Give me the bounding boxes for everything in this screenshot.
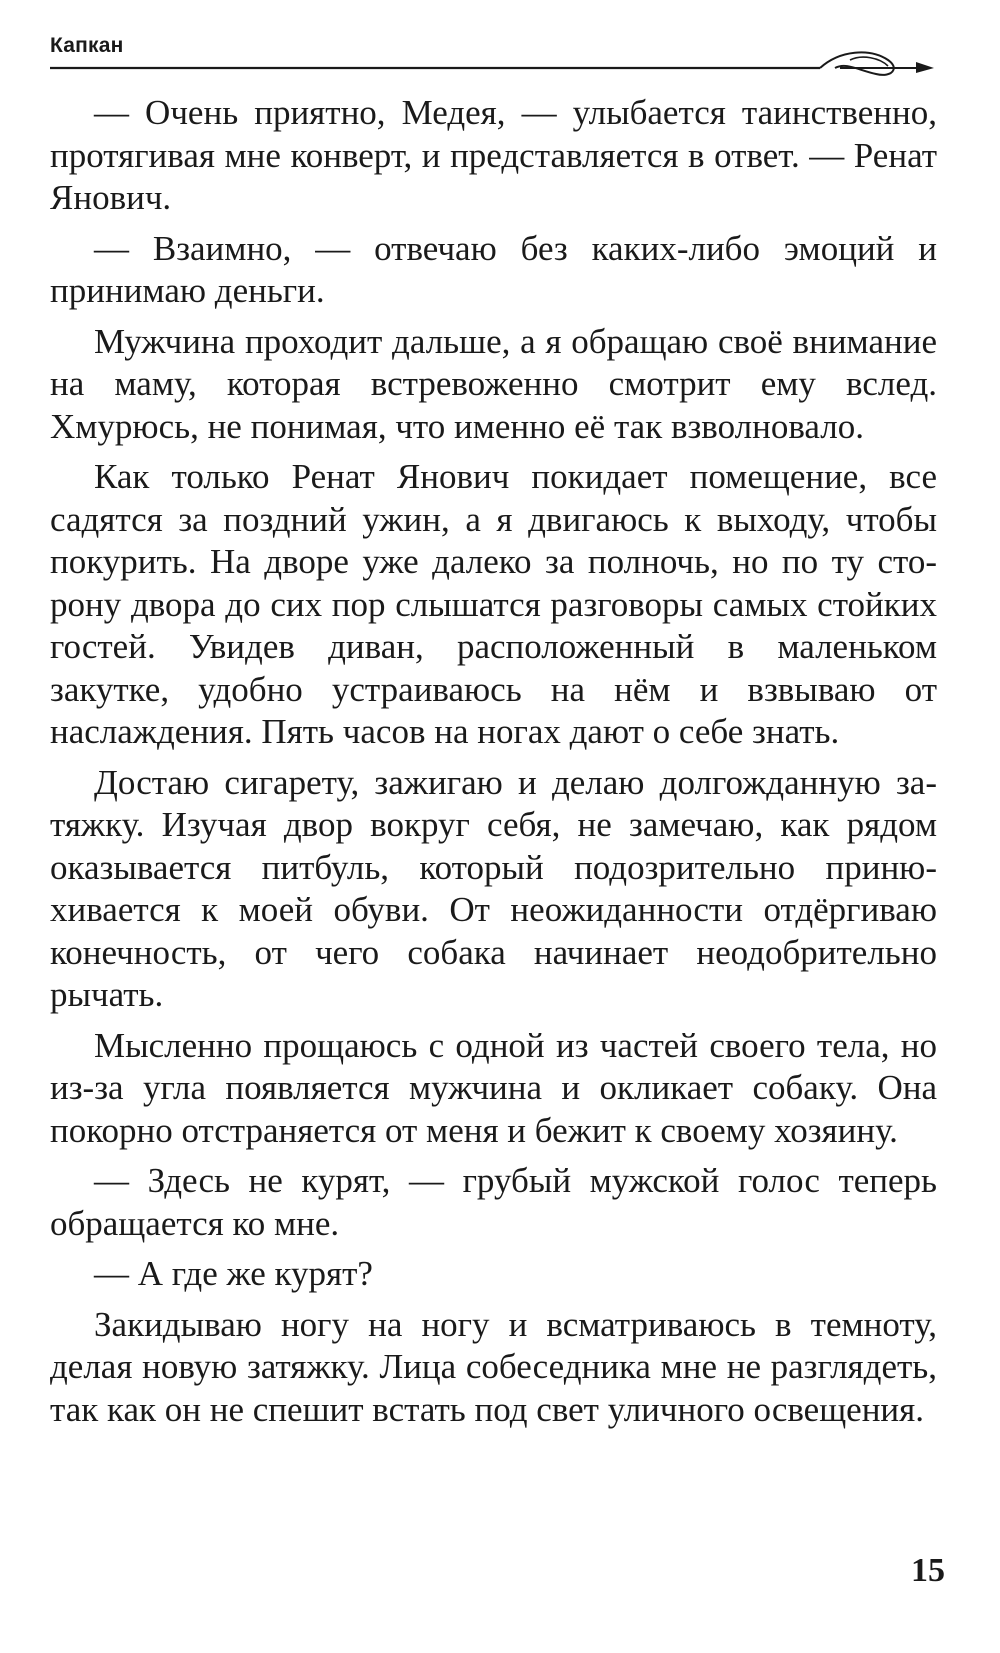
paragraph: Мысленно прощаюсь с одной из частей своего тела, но из-за угла появляется мужчина и окликает собаку. Она покорно отстраняется от меня и бежит к своему хозяину. [50, 1025, 937, 1150]
running-header-title: Капкан [50, 34, 124, 57]
paragraph: — Очень приятно, Медея, — улыбается таинственно, протягивая мне конверт, и представляется в ответ. — Ренат Янович. [50, 93, 937, 217]
paragraph: Как только Ренат Янович покидает помещение, все садятся за поздний ужин, а я двигаюсь к выходу, чтобы покурить. На дворе уже далеко за полночь, но по ту сторону двора до сих пор слышатся разговоры самых стойких гостей. Увидев диван, расположенный в маленьком закутке, удобно устраиваюсь на нём и взвываю от наслаждения. Пять часов на ногах дают о себе знать. [50, 457, 937, 751]
paragraph: — Взаимно, — отвечаю без каких-либо эмоций и принимаю деньги. [50, 228, 937, 310]
paragraph: Мужчина проходит дальше, а я обращаю своё внимание на маму, которая встревоженно смотрит ему вслед. Хмурюсь, не понимая, что именно её так взволновало. [50, 321, 937, 446]
paragraph: — Здесь не курят, — грубый мужской голос теперь обращается ко мне. [50, 1161, 937, 1243]
body-text [50, 92, 937, 1439]
paragraph: Закидываю ногу на ногу и всматриваюсь в темноту, делая новую затяжку. Лица собеседника мне не разглядеть, так как он не спешит встать под свет уличного освещения. [50, 1304, 937, 1429]
page-number: 15 [911, 1552, 945, 1589]
paragraph: Достаю сигарету, зажигаю и делаю долгожданную затяжку. Изучая двор вокруг себя, не замечаю, как рядом оказывается питбуль, который подозрительно принюхивается к моей обуви. От неожиданности отдёргиваю конечность, от чего собака начинает неодобрительно рычать. [50, 762, 937, 1014]
header-rule-ornament [50, 40, 950, 80]
paragraph: — А где же курят? [94, 1254, 373, 1293]
